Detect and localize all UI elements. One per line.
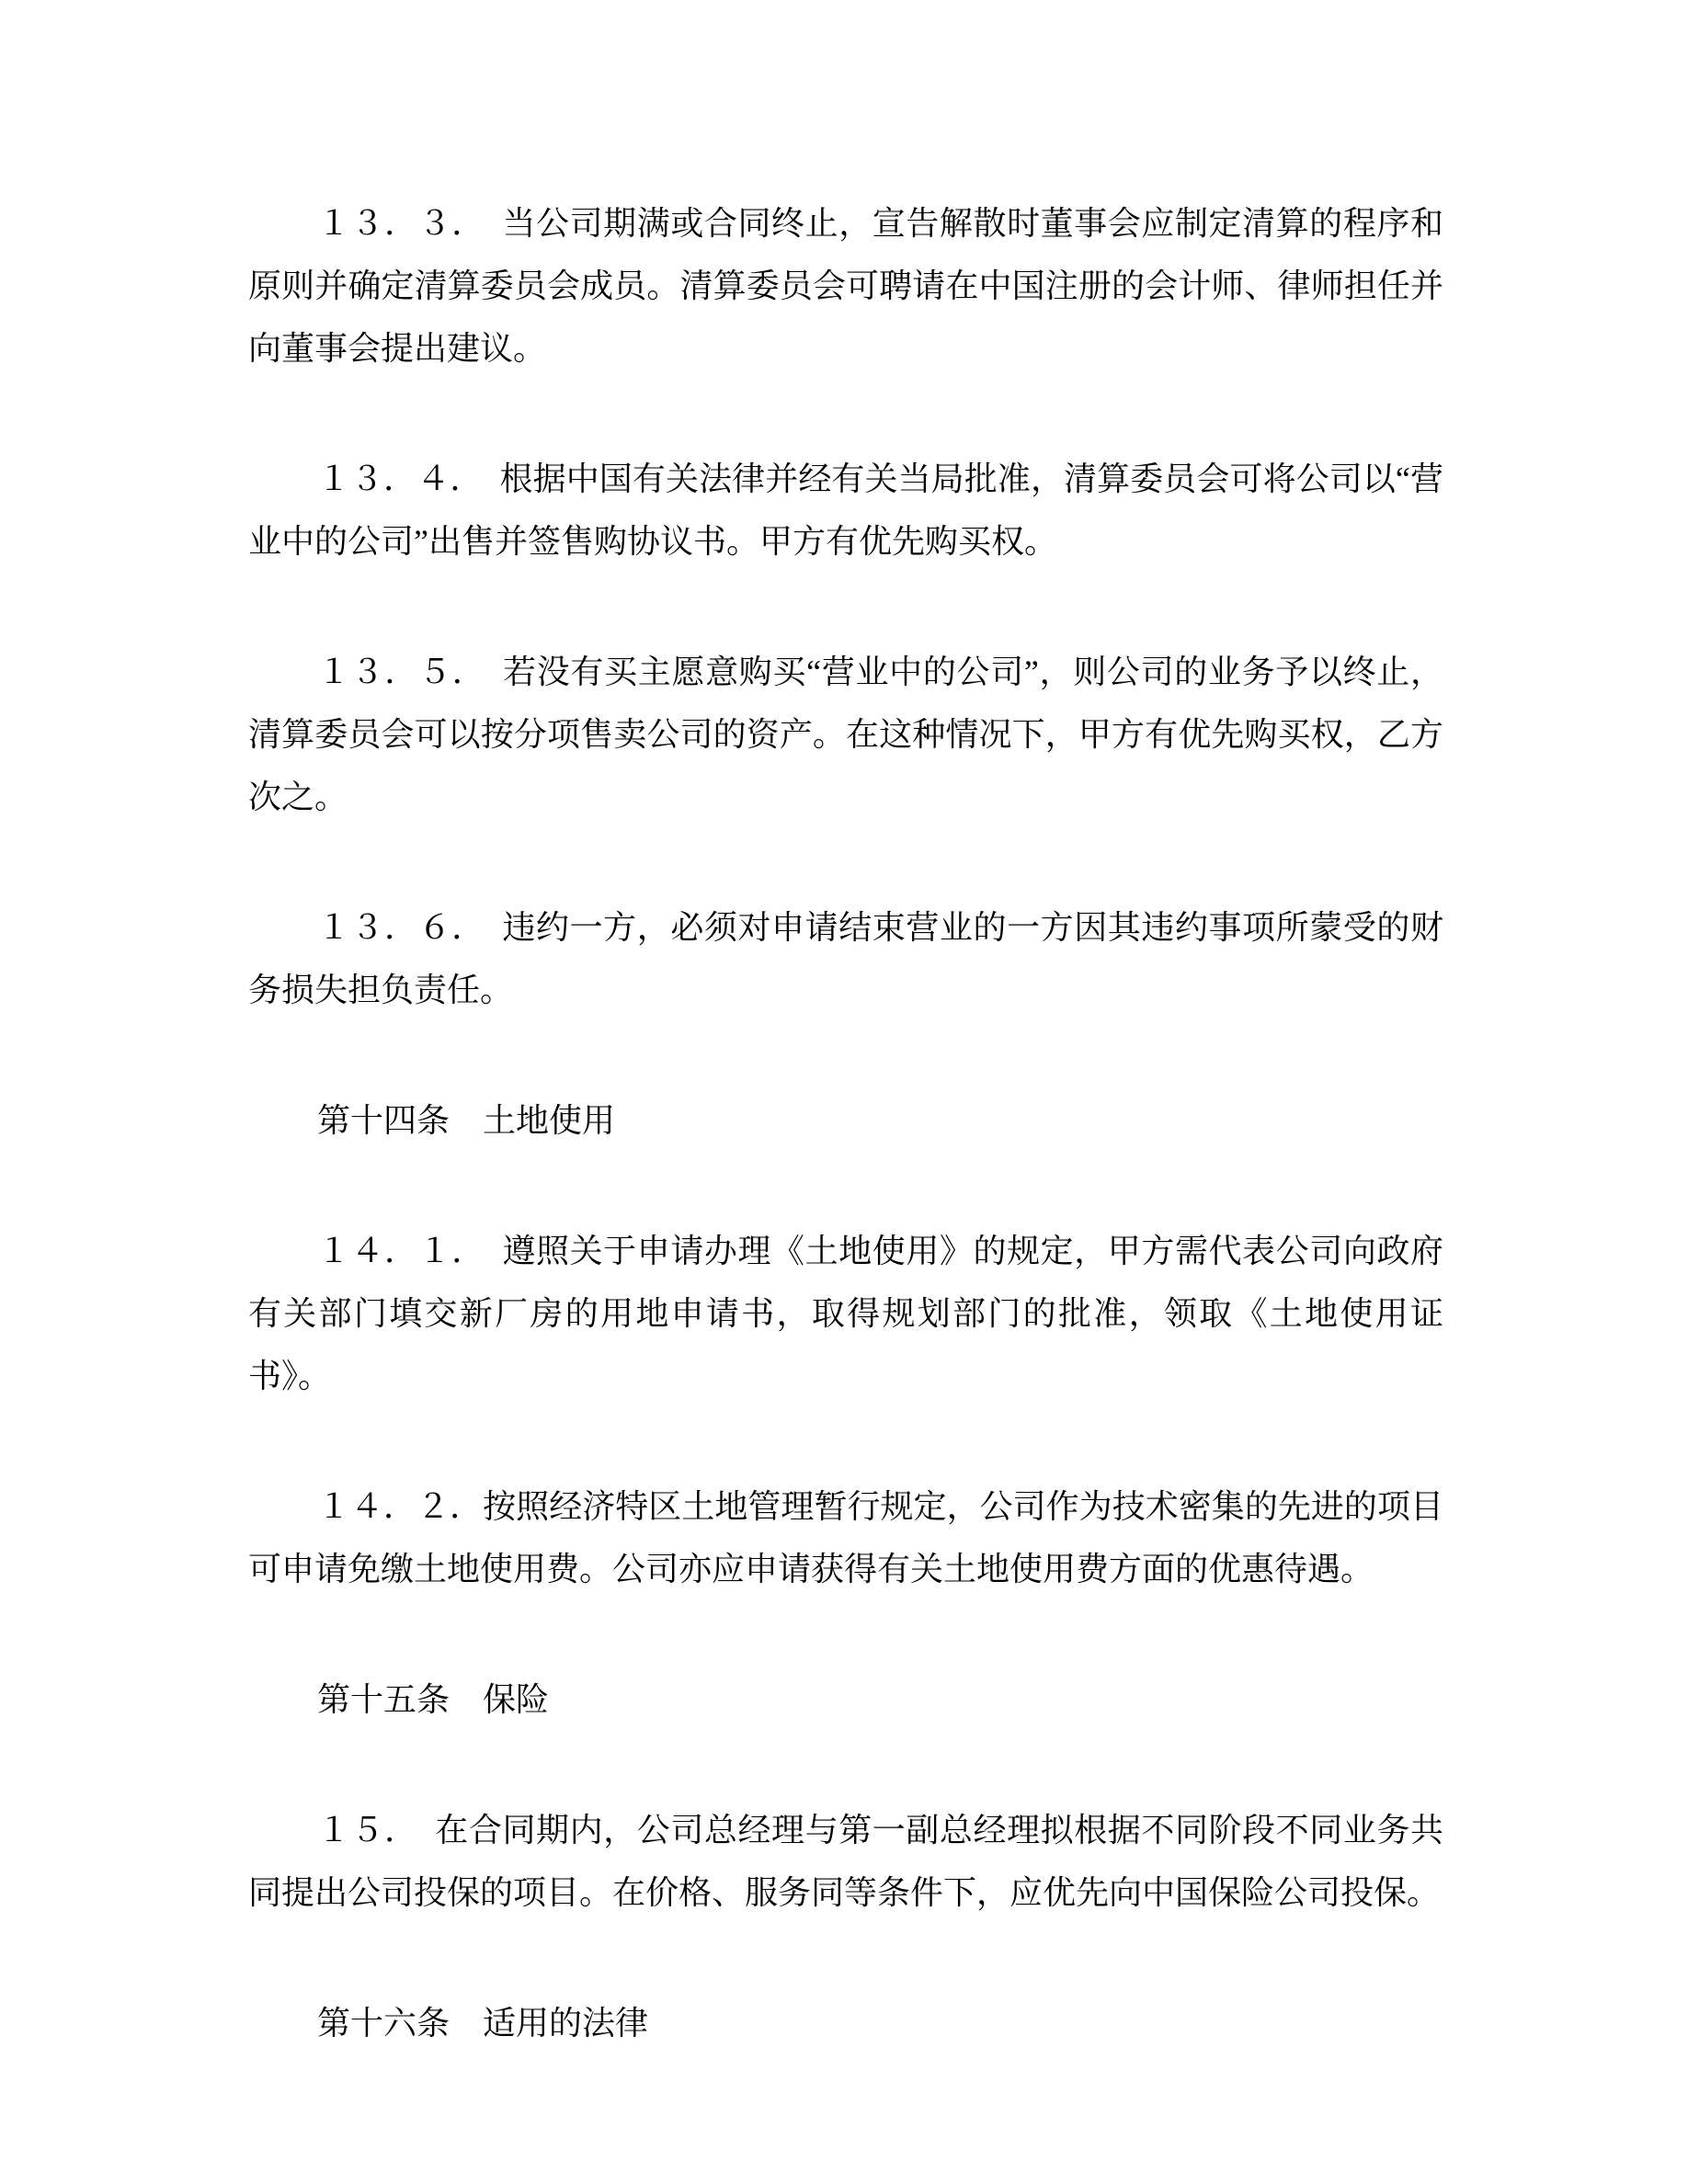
clause-13-4: １３．４． 根据中国有关法律并经有关当局批准，清算委员会可将公司以“营业中的公司”出售并签售购协议书。甲方有优先购买权。 (248, 461, 1443, 560)
clause-15: １５． 在合同期内，公司总经理与第一副总经理拟根据不同阶段不同业务共同提出公司投保的项目。在价格、服务同等条件下，应优先向中国保险公司投保。 (248, 1812, 1443, 1911)
clause-14-2: １４．２．按照经济特区土地管理暂行规定，公司作为技术密集的先进的项目可申请免缴土地使用费。公司亦应申请获得有关土地使用费方面的优惠待遇。 (248, 1488, 1443, 1587)
clause-13-6: １３．６． 违约一方，必须对申请结束营业的一方因其违约事项所蒙受的财务损失担负责任。 (248, 909, 1443, 1008)
article-16-heading: 第十六条 适用的法律 (317, 2005, 649, 2042)
clause-14-1: １４．１． 遵照关于申请办理《土地使用》的规定，甲方需代表公司向政府有关部门填交新厂房的用地申请书，取得规划部门的批准，领取《土地使用证书》。 (248, 1233, 1443, 1394)
article-15-heading: 第十五条 保险 (317, 1681, 550, 1718)
clause-13-5: １３．５． 若没有买主愿意购买“营业中的公司”，则公司的业务予以终止，清算委员会可以按分项售卖公司的资产。在这种情况下，甲方有优先购买权，乙方次之。 (248, 654, 1443, 815)
clause-13-3: １３．３． 当公司期满或合同终止，宣告解散时董事会应制定清算的程序和原则并确定清算委员会成员。清算委员会可聘请在中国注册的会计师、律师担任并向董事会提出建议。 (248, 205, 1443, 367)
article-14-heading: 第十四条 土地使用 (317, 1102, 616, 1139)
